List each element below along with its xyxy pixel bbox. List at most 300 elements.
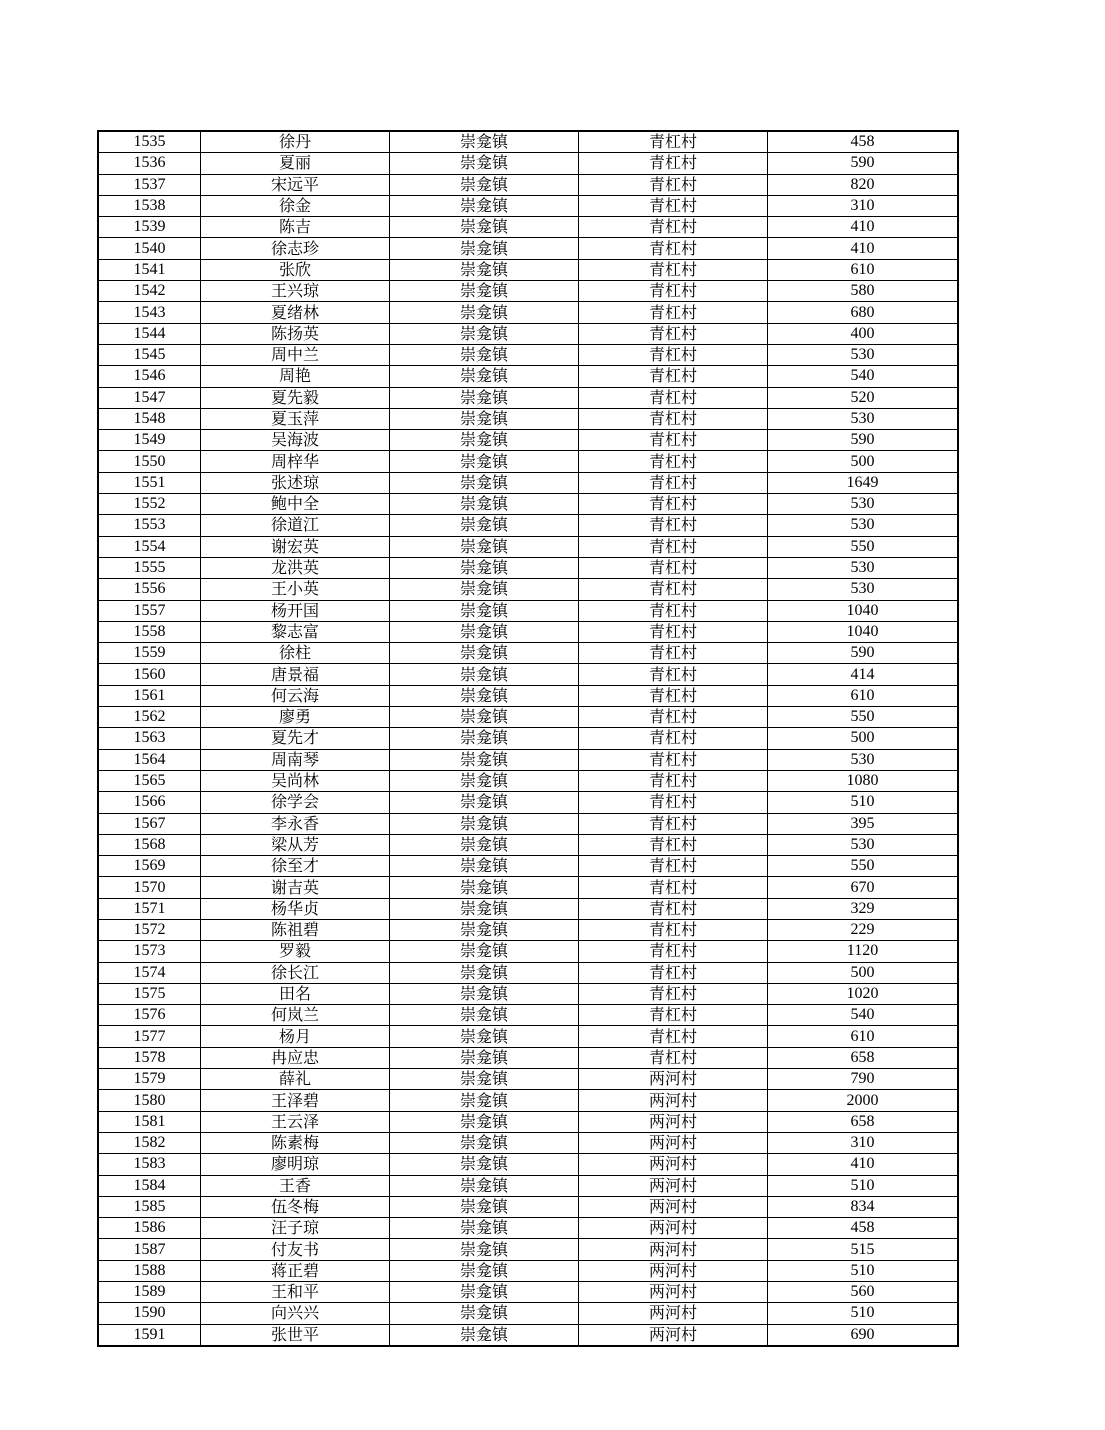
town-cell: 崇龛镇 xyxy=(390,494,579,515)
amount-cell: 1080 xyxy=(768,770,959,791)
village-cell: 青杠村 xyxy=(579,494,768,515)
amount-cell: 590 xyxy=(768,153,959,174)
person-name-cell: 夏丽 xyxy=(201,153,390,174)
table-row xyxy=(98,579,958,600)
village-cell: 两河村 xyxy=(579,1196,768,1217)
village-cell: 两河村 xyxy=(579,1154,768,1175)
table-row xyxy=(98,217,958,238)
village-cell: 青杠村 xyxy=(579,238,768,259)
row-number-cell: 1582 xyxy=(98,1132,201,1153)
amount-cell: 229 xyxy=(768,919,959,940)
amount-cell: 2000 xyxy=(768,1090,959,1111)
person-name-cell: 何云海 xyxy=(201,685,390,706)
person-name-cell: 徐志珍 xyxy=(201,238,390,259)
town-cell: 崇龛镇 xyxy=(390,621,579,642)
table-row xyxy=(98,1154,958,1175)
person-name-cell: 陈祖碧 xyxy=(201,919,390,940)
table-row xyxy=(98,238,958,259)
amount-cell: 1020 xyxy=(768,983,959,1004)
village-cell: 青杠村 xyxy=(579,600,768,621)
row-number-cell: 1563 xyxy=(98,728,201,749)
amount-cell: 530 xyxy=(768,408,959,429)
table-row xyxy=(98,983,958,1004)
row-number-cell: 1561 xyxy=(98,685,201,706)
person-name-cell: 陈扬英 xyxy=(201,323,390,344)
town-cell: 崇龛镇 xyxy=(390,1005,579,1026)
town-cell: 崇龛镇 xyxy=(390,1090,579,1111)
village-cell: 青杠村 xyxy=(579,770,768,791)
town-cell: 崇龛镇 xyxy=(390,366,579,387)
table-row xyxy=(98,749,958,770)
town-cell: 崇龛镇 xyxy=(390,834,579,855)
person-name-cell: 鲍中全 xyxy=(201,494,390,515)
amount-cell: 560 xyxy=(768,1282,959,1303)
person-name-cell: 向兴兴 xyxy=(201,1303,390,1324)
village-cell: 青杠村 xyxy=(579,302,768,323)
row-number-cell: 1576 xyxy=(98,1005,201,1026)
person-name-cell: 徐至才 xyxy=(201,856,390,877)
village-cell: 青杠村 xyxy=(579,621,768,642)
town-cell: 崇龛镇 xyxy=(390,1069,579,1090)
table-row xyxy=(98,621,958,642)
person-name-cell: 张述琼 xyxy=(201,472,390,493)
row-number-cell: 1573 xyxy=(98,941,201,962)
person-name-cell: 冉应忠 xyxy=(201,1047,390,1068)
row-number-cell: 1556 xyxy=(98,579,201,600)
village-cell: 青杠村 xyxy=(579,387,768,408)
village-cell: 青杠村 xyxy=(579,813,768,834)
table-row xyxy=(98,1218,958,1239)
village-cell: 青杠村 xyxy=(579,323,768,344)
village-cell: 青杠村 xyxy=(579,472,768,493)
person-name-cell: 夏玉萍 xyxy=(201,408,390,429)
row-number-cell: 1569 xyxy=(98,856,201,877)
town-cell: 崇龛镇 xyxy=(390,919,579,940)
person-name-cell: 王兴琼 xyxy=(201,281,390,302)
amount-cell: 790 xyxy=(768,1069,959,1090)
row-number-cell: 1550 xyxy=(98,451,201,472)
town-cell: 崇龛镇 xyxy=(390,472,579,493)
row-number-cell: 1536 xyxy=(98,153,201,174)
person-name-cell: 王和平 xyxy=(201,1282,390,1303)
village-cell: 两河村 xyxy=(579,1260,768,1281)
row-number-cell: 1583 xyxy=(98,1154,201,1175)
amount-cell: 530 xyxy=(768,749,959,770)
table-row xyxy=(98,323,958,344)
person-name-cell: 夏先才 xyxy=(201,728,390,749)
row-number-cell: 1545 xyxy=(98,344,201,365)
table-row xyxy=(98,792,958,813)
row-number-cell: 1553 xyxy=(98,515,201,536)
table-row xyxy=(98,877,958,898)
amount-cell: 550 xyxy=(768,856,959,877)
town-cell: 崇龛镇 xyxy=(390,1239,579,1260)
amount-cell: 510 xyxy=(768,1260,959,1281)
row-number-cell: 1564 xyxy=(98,749,201,770)
village-cell: 青杠村 xyxy=(579,685,768,706)
person-name-cell: 伍冬梅 xyxy=(201,1196,390,1217)
person-name-cell: 周梓华 xyxy=(201,451,390,472)
person-name-cell: 罗毅 xyxy=(201,941,390,962)
person-name-cell: 周南琴 xyxy=(201,749,390,770)
amount-cell: 610 xyxy=(768,685,959,706)
village-cell: 青杠村 xyxy=(579,259,768,280)
village-cell: 青杠村 xyxy=(579,451,768,472)
row-number-cell: 1581 xyxy=(98,1111,201,1132)
village-cell: 青杠村 xyxy=(579,217,768,238)
town-cell: 崇龛镇 xyxy=(390,195,579,216)
town-cell: 崇龛镇 xyxy=(390,451,579,472)
town-cell: 崇龛镇 xyxy=(390,579,579,600)
amount-cell: 610 xyxy=(768,1026,959,1047)
amount-cell: 1120 xyxy=(768,941,959,962)
town-cell: 崇龛镇 xyxy=(390,707,579,728)
row-number-cell: 1542 xyxy=(98,281,201,302)
village-cell: 青杠村 xyxy=(579,707,768,728)
town-cell: 崇龛镇 xyxy=(390,856,579,877)
amount-cell: 395 xyxy=(768,813,959,834)
table-row xyxy=(98,281,958,302)
table-row xyxy=(98,1303,958,1324)
person-name-cell: 黎志富 xyxy=(201,621,390,642)
town-cell: 崇龛镇 xyxy=(390,131,579,153)
person-name-cell: 徐道江 xyxy=(201,515,390,536)
table-row xyxy=(98,664,958,685)
town-cell: 崇龛镇 xyxy=(390,643,579,664)
table-row xyxy=(98,515,958,536)
table-row xyxy=(98,1175,958,1196)
village-cell: 青杠村 xyxy=(579,131,768,153)
table-row xyxy=(98,366,958,387)
amount-cell: 410 xyxy=(768,217,959,238)
village-cell: 青杠村 xyxy=(579,919,768,940)
person-name-cell: 廖勇 xyxy=(201,707,390,728)
person-name-cell: 王云泽 xyxy=(201,1111,390,1132)
amount-cell: 414 xyxy=(768,664,959,685)
row-number-cell: 1549 xyxy=(98,430,201,451)
amount-cell: 1649 xyxy=(768,472,959,493)
village-cell: 青杠村 xyxy=(579,536,768,557)
amount-cell: 530 xyxy=(768,494,959,515)
row-number-cell: 1555 xyxy=(98,557,201,578)
village-cell: 两河村 xyxy=(579,1175,768,1196)
village-cell: 青杠村 xyxy=(579,281,768,302)
town-cell: 崇龛镇 xyxy=(390,557,579,578)
village-cell: 青杠村 xyxy=(579,557,768,578)
person-name-cell: 徐金 xyxy=(201,195,390,216)
row-number-cell: 1557 xyxy=(98,600,201,621)
amount-cell: 820 xyxy=(768,174,959,195)
amount-cell: 590 xyxy=(768,430,959,451)
town-cell: 崇龛镇 xyxy=(390,344,579,365)
person-name-cell: 陈吉 xyxy=(201,217,390,238)
village-cell: 青杠村 xyxy=(579,366,768,387)
row-number-cell: 1586 xyxy=(98,1218,201,1239)
row-number-cell: 1575 xyxy=(98,983,201,1004)
person-name-cell: 薛礼 xyxy=(201,1069,390,1090)
amount-cell: 458 xyxy=(768,1218,959,1239)
person-name-cell: 汪子琼 xyxy=(201,1218,390,1239)
amount-cell: 500 xyxy=(768,728,959,749)
town-cell: 崇龛镇 xyxy=(390,749,579,770)
row-number-cell: 1546 xyxy=(98,366,201,387)
village-cell: 青杠村 xyxy=(579,664,768,685)
town-cell: 崇龛镇 xyxy=(390,1047,579,1068)
town-cell: 崇龛镇 xyxy=(390,281,579,302)
village-cell: 青杠村 xyxy=(579,1047,768,1068)
table-row xyxy=(98,941,958,962)
town-cell: 崇龛镇 xyxy=(390,323,579,344)
table-row xyxy=(98,302,958,323)
amount-cell: 410 xyxy=(768,238,959,259)
town-cell: 崇龛镇 xyxy=(390,1196,579,1217)
table-row xyxy=(98,153,958,174)
row-number-cell: 1558 xyxy=(98,621,201,642)
person-name-cell: 谢宏英 xyxy=(201,536,390,557)
row-number-cell: 1588 xyxy=(98,1260,201,1281)
town-cell: 崇龛镇 xyxy=(390,1154,579,1175)
village-cell: 两河村 xyxy=(579,1218,768,1239)
town-cell: 崇龛镇 xyxy=(390,898,579,919)
row-number-cell: 1551 xyxy=(98,472,201,493)
table-row xyxy=(98,1239,958,1260)
row-number-cell: 1562 xyxy=(98,707,201,728)
person-name-cell: 张欣 xyxy=(201,259,390,280)
person-name-cell: 王小英 xyxy=(201,579,390,600)
village-cell: 青杠村 xyxy=(579,174,768,195)
person-name-cell: 田名 xyxy=(201,983,390,1004)
person-name-cell: 王泽碧 xyxy=(201,1090,390,1111)
village-cell: 两河村 xyxy=(579,1324,768,1346)
village-cell: 两河村 xyxy=(579,1282,768,1303)
amount-cell: 530 xyxy=(768,515,959,536)
amount-cell: 510 xyxy=(768,1303,959,1324)
town-cell: 崇龛镇 xyxy=(390,515,579,536)
village-cell: 青杠村 xyxy=(579,1005,768,1026)
table-row xyxy=(98,1090,958,1111)
table-row xyxy=(98,494,958,515)
amount-cell: 658 xyxy=(768,1111,959,1132)
amount-cell: 580 xyxy=(768,281,959,302)
amount-cell: 590 xyxy=(768,643,959,664)
amount-cell: 310 xyxy=(768,195,959,216)
amount-cell: 1040 xyxy=(768,600,959,621)
row-number-cell: 1543 xyxy=(98,302,201,323)
person-name-cell: 吴海波 xyxy=(201,430,390,451)
table-row xyxy=(98,813,958,834)
village-cell: 青杠村 xyxy=(579,962,768,983)
roster-table xyxy=(97,130,959,1347)
row-number-cell: 1560 xyxy=(98,664,201,685)
table-row xyxy=(98,1026,958,1047)
amount-cell: 329 xyxy=(768,898,959,919)
village-cell: 青杠村 xyxy=(579,579,768,600)
town-cell: 崇龛镇 xyxy=(390,1303,579,1324)
person-name-cell: 李永香 xyxy=(201,813,390,834)
row-number-cell: 1584 xyxy=(98,1175,201,1196)
amount-cell: 670 xyxy=(768,877,959,898)
amount-cell: 310 xyxy=(768,1132,959,1153)
person-name-cell: 何岚兰 xyxy=(201,1005,390,1026)
person-name-cell: 廖明琼 xyxy=(201,1154,390,1175)
town-cell: 崇龛镇 xyxy=(390,302,579,323)
town-cell: 崇龛镇 xyxy=(390,217,579,238)
amount-cell: 658 xyxy=(768,1047,959,1068)
row-number-cell: 1540 xyxy=(98,238,201,259)
person-name-cell: 陈素梅 xyxy=(201,1132,390,1153)
person-name-cell: 谢吉英 xyxy=(201,877,390,898)
row-number-cell: 1590 xyxy=(98,1303,201,1324)
person-name-cell: 宋远平 xyxy=(201,174,390,195)
table-row xyxy=(98,1132,958,1153)
town-cell: 崇龛镇 xyxy=(390,728,579,749)
amount-cell: 540 xyxy=(768,366,959,387)
town-cell: 崇龛镇 xyxy=(390,238,579,259)
amount-cell: 520 xyxy=(768,387,959,408)
table-row xyxy=(98,1260,958,1281)
town-cell: 崇龛镇 xyxy=(390,408,579,429)
person-name-cell: 梁从芳 xyxy=(201,834,390,855)
row-number-cell: 1585 xyxy=(98,1196,201,1217)
table-row xyxy=(98,962,958,983)
town-cell: 崇龛镇 xyxy=(390,259,579,280)
table-row xyxy=(98,1111,958,1132)
town-cell: 崇龛镇 xyxy=(390,664,579,685)
row-number-cell: 1579 xyxy=(98,1069,201,1090)
village-cell: 青杠村 xyxy=(579,792,768,813)
village-cell: 两河村 xyxy=(579,1069,768,1090)
table-row xyxy=(98,387,958,408)
person-name-cell: 杨月 xyxy=(201,1026,390,1047)
table-row xyxy=(98,1069,958,1090)
table-row xyxy=(98,856,958,877)
village-cell: 两河村 xyxy=(579,1132,768,1153)
village-cell: 青杠村 xyxy=(579,856,768,877)
town-cell: 崇龛镇 xyxy=(390,1218,579,1239)
table-row xyxy=(98,1324,958,1346)
village-cell: 青杠村 xyxy=(579,408,768,429)
town-cell: 崇龛镇 xyxy=(390,877,579,898)
table-row xyxy=(98,685,958,706)
table-row xyxy=(98,1282,958,1303)
row-number-cell: 1574 xyxy=(98,962,201,983)
amount-cell: 510 xyxy=(768,1175,959,1196)
amount-cell: 540 xyxy=(768,1005,959,1026)
row-number-cell: 1554 xyxy=(98,536,201,557)
row-number-cell: 1587 xyxy=(98,1239,201,1260)
person-name-cell: 夏绪林 xyxy=(201,302,390,323)
person-name-cell: 张世平 xyxy=(201,1324,390,1346)
town-cell: 崇龛镇 xyxy=(390,387,579,408)
row-number-cell: 1544 xyxy=(98,323,201,344)
amount-cell: 510 xyxy=(768,792,959,813)
row-number-cell: 1541 xyxy=(98,259,201,280)
row-number-cell: 1567 xyxy=(98,813,201,834)
village-cell: 青杠村 xyxy=(579,983,768,1004)
row-number-cell: 1547 xyxy=(98,387,201,408)
village-cell: 青杠村 xyxy=(579,749,768,770)
table-row xyxy=(98,131,958,153)
town-cell: 崇龛镇 xyxy=(390,1111,579,1132)
table-row xyxy=(98,174,958,195)
person-name-cell: 吴尚林 xyxy=(201,770,390,791)
row-number-cell: 1535 xyxy=(98,131,201,153)
row-number-cell: 1559 xyxy=(98,643,201,664)
person-name-cell: 付友书 xyxy=(201,1239,390,1260)
village-cell: 两河村 xyxy=(579,1111,768,1132)
town-cell: 崇龛镇 xyxy=(390,430,579,451)
village-cell: 青杠村 xyxy=(579,728,768,749)
amount-cell: 458 xyxy=(768,131,959,153)
row-number-cell: 1577 xyxy=(98,1026,201,1047)
village-cell: 两河村 xyxy=(579,1090,768,1111)
row-number-cell: 1580 xyxy=(98,1090,201,1111)
table-row xyxy=(98,600,958,621)
town-cell: 崇龛镇 xyxy=(390,1132,579,1153)
amount-cell: 690 xyxy=(768,1324,959,1346)
person-name-cell: 周中兰 xyxy=(201,344,390,365)
person-name-cell: 杨开国 xyxy=(201,600,390,621)
row-number-cell: 1565 xyxy=(98,770,201,791)
table-row xyxy=(98,770,958,791)
table-row xyxy=(98,643,958,664)
amount-cell: 834 xyxy=(768,1196,959,1217)
row-number-cell: 1591 xyxy=(98,1324,201,1346)
amount-cell: 515 xyxy=(768,1239,959,1260)
town-cell: 崇龛镇 xyxy=(390,983,579,1004)
village-cell: 两河村 xyxy=(579,1303,768,1324)
table-row xyxy=(98,451,958,472)
person-name-cell: 周艳 xyxy=(201,366,390,387)
row-number-cell: 1538 xyxy=(98,195,201,216)
village-cell: 青杠村 xyxy=(579,877,768,898)
town-cell: 崇龛镇 xyxy=(390,1324,579,1346)
row-number-cell: 1537 xyxy=(98,174,201,195)
table-row xyxy=(98,1005,958,1026)
table-row xyxy=(98,344,958,365)
table-row xyxy=(98,834,958,855)
person-name-cell: 龙洪英 xyxy=(201,557,390,578)
table-row xyxy=(98,1196,958,1217)
town-cell: 崇龛镇 xyxy=(390,941,579,962)
amount-cell: 680 xyxy=(768,302,959,323)
town-cell: 崇龛镇 xyxy=(390,536,579,557)
person-name-cell: 夏先毅 xyxy=(201,387,390,408)
amount-cell: 530 xyxy=(768,344,959,365)
town-cell: 崇龛镇 xyxy=(390,1260,579,1281)
amount-cell: 530 xyxy=(768,557,959,578)
village-cell: 青杠村 xyxy=(579,834,768,855)
village-cell: 青杠村 xyxy=(579,515,768,536)
town-cell: 崇龛镇 xyxy=(390,685,579,706)
town-cell: 崇龛镇 xyxy=(390,174,579,195)
amount-cell: 530 xyxy=(768,834,959,855)
row-number-cell: 1572 xyxy=(98,919,201,940)
row-number-cell: 1570 xyxy=(98,877,201,898)
table-row xyxy=(98,472,958,493)
person-name-cell: 徐长江 xyxy=(201,962,390,983)
person-name-cell: 蒋正碧 xyxy=(201,1260,390,1281)
amount-cell: 500 xyxy=(768,962,959,983)
village-cell: 青杠村 xyxy=(579,344,768,365)
table-row xyxy=(98,728,958,749)
table-row xyxy=(98,259,958,280)
town-cell: 崇龛镇 xyxy=(390,153,579,174)
amount-cell: 500 xyxy=(768,451,959,472)
amount-cell: 400 xyxy=(768,323,959,344)
row-number-cell: 1552 xyxy=(98,494,201,515)
person-name-cell: 徐丹 xyxy=(201,131,390,153)
